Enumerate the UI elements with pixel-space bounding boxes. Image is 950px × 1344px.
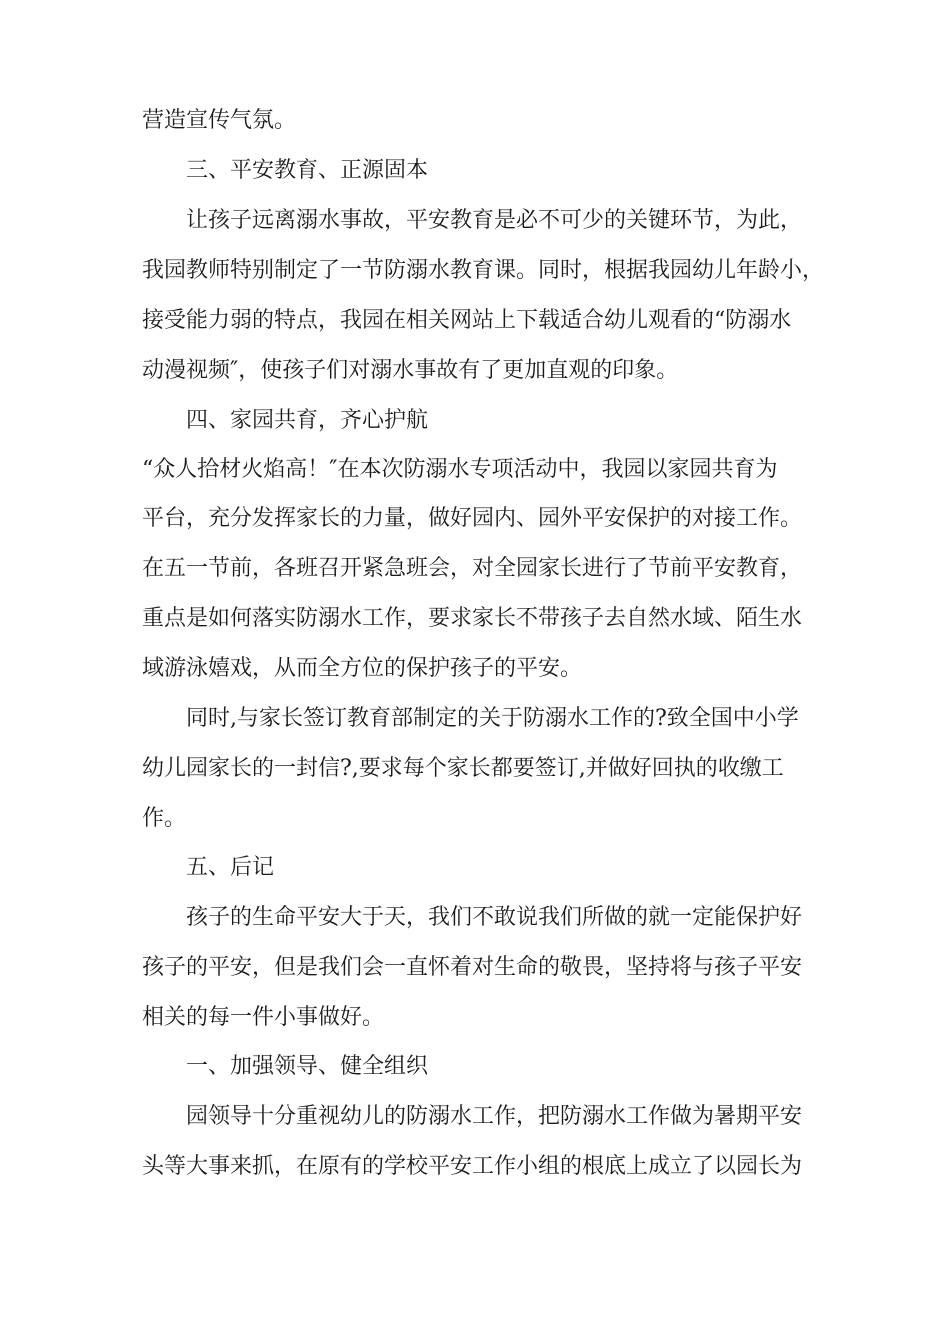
body-text-line: 头等大事来抓，在原有的学校平安工作小组的根底上成立了以园长为 — [142, 1154, 803, 1179]
body-text-line: 重点是如何落实防溺水工作，要求家长不带孩子去自然水域、陌生水 — [142, 606, 803, 631]
body-text-line: 作。 — [142, 806, 187, 831]
section-heading: 五、后记 — [186, 855, 275, 880]
section-heading: 一、加强领导、健全组织 — [186, 1054, 429, 1079]
body-text-line: 平台，充分发挥家长的力量，做好园内、园外平安保护的对接工作。 — [142, 506, 803, 531]
body-text-line: 同时,与家长签订教育部制定的关于防溺水工作的?致全国中小学 — [186, 706, 799, 731]
body-text-line: 我园教师特别制定了一节防溺水教育课。同时，根据我园幼儿年龄小， — [142, 258, 825, 283]
body-text-line: “众人拾材火焰高！″在本次防溺水专项活动中，我园以家园共育为 — [142, 457, 778, 482]
section-heading: 四、家园共育，齐心护航 — [186, 408, 429, 433]
body-text-line: 在五一节前，各班召开紧急班会，对全园家长进行了节前平安教育， — [142, 556, 803, 581]
body-text-line: 孩子的生命平安大于天，我们不敢说我们所做的就一定能保护好 — [186, 905, 803, 930]
body-text-line: 园领导十分重视幼儿的防溺水工作，把防溺水工作做为暑期平安 — [186, 1104, 803, 1129]
body-text-line: 孩子的平安，但是我们会一直怀着对生命的敬畏，坚持将与孩子平安 — [142, 955, 803, 980]
section-heading: 三、平安教育、正源固本 — [186, 158, 429, 183]
body-text-line: 让孩子远离溺水事故，平安教育是必不可少的关键环节，为此， — [186, 208, 803, 233]
body-text-line: 接受能力弱的特点，我园在相关网站上下载适合幼儿观看的“防溺水 — [142, 308, 792, 333]
body-text-line: 域游泳嬉戏，从而全方位的保护孩子的平安。 — [142, 656, 583, 681]
body-text-line: 幼儿园家长的一封信?,要求每个家长都要签订,并做好回执的收缴工 — [142, 756, 784, 781]
body-text-line: 相关的每一件小事做好。 — [142, 1005, 385, 1030]
body-text-line: 营造宣传气氛。 — [142, 108, 297, 133]
body-text-line: 动漫视频″，使孩子们对溺水事故有了更加直观的印象。 — [142, 358, 679, 383]
